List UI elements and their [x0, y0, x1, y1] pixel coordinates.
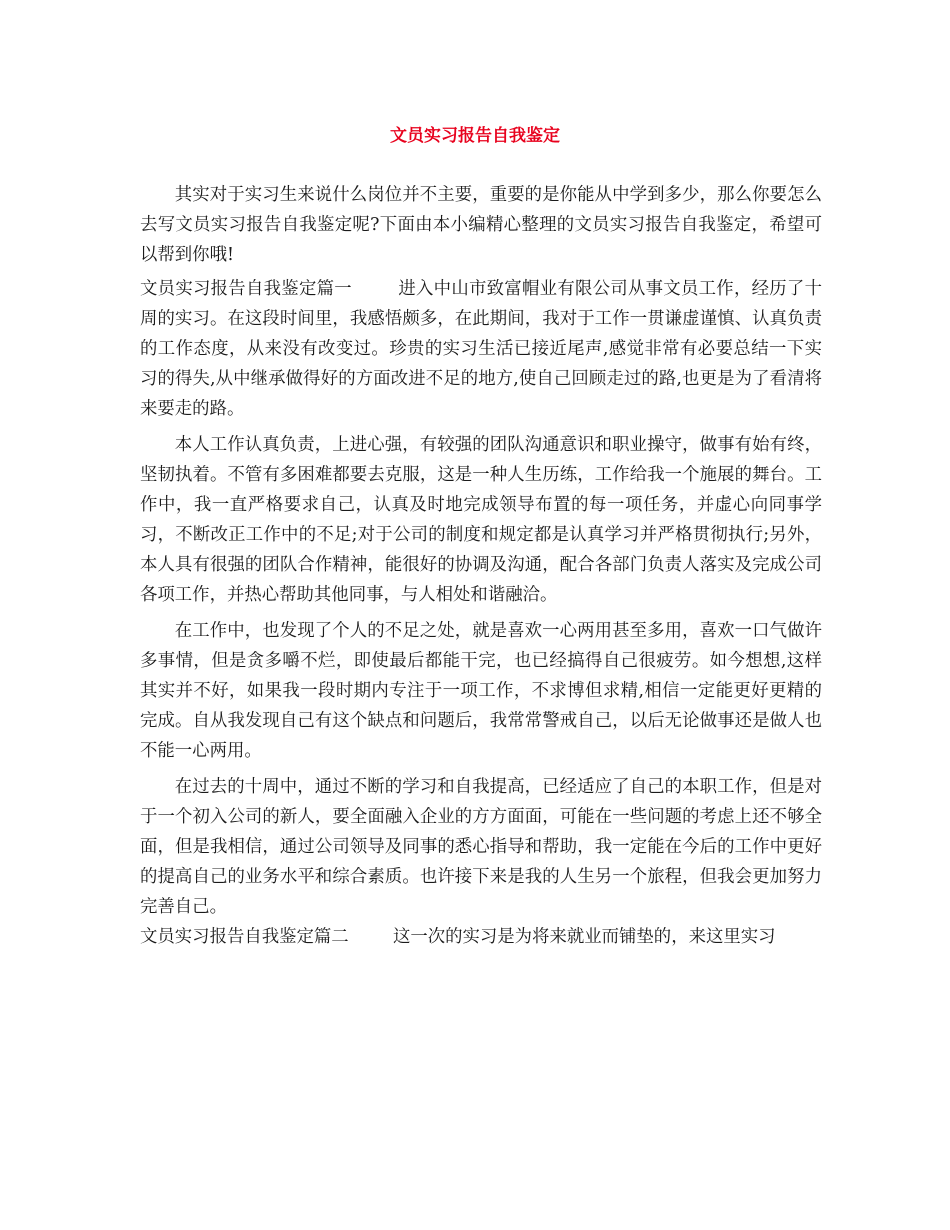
heading-spacer [349, 927, 393, 947]
section1-paragraph-2: 本人工作认真负责，上进心强，有较强的团队沟通意识和职业操守，做事有始有终，坚韧执着。不管有多困难都要去克服，这是一种人生历练，工作给我一个施展的舞台。工作中，我一直严格要求自己，认真及时地完成领导布置的每一项任务，并虚心向同事学习，不断改正工作中的不足;对于公司的制度和规定都是认真学习并严格贯彻执行;另外，本人具有很强的团队合作精神，能很好的协调及沟通，配合各部门负责人落实及完成公司各项工作，并热心帮助其他同事，与人相处和谐融洽。 [140, 435, 822, 605]
section1-paragraph-1: 进入中山市致富帽业有限公司从事文员工作，经历了十周的实习。在这段时间里，我感悟颇多，在此期间，我对于工作一贯谦虚谨慎、认真负责的工作态度，从来没有改变过。珍贵的实习生活已接近尾声,感觉非常有必要总结一下实习的得失,从中继承做得好的方面改进不足的地方,使自己回顾走过的路,也更是为了看清将来要走的路。 [140, 279, 822, 419]
section2-heading: 文员实习报告自我鉴定篇二 [140, 927, 349, 947]
document-title: 文员实习报告自我鉴定 [390, 126, 560, 146]
section1-paragraph-3: 在工作中，也发现了个人的不足之处，就是喜欢一心两用甚至多用，喜欢一口气做许多事情，但是贪多嚼不烂，即使最后都能干完，也已经搞得自己很疲劳。如今想想,这样其实并不好，如果我一段时期内专注于一项工作，不求博但求精,相信一定能更好更精的完成。自从我发现自己有这个缺点和问题后，我常常警戒自己，以后无论做事还是做人也不能一心两用。 [140, 621, 822, 761]
heading-spacer [352, 279, 398, 299]
section2-paragraph-1: 这一次的实习是为将来就业而铺垫的，来这里实习 [392, 927, 776, 947]
document-body [140, 180, 822, 952]
section1-block [140, 274, 822, 424]
section2-block [140, 922, 822, 952]
section1-paragraph-4: 在过去的十周中，通过不断的学习和自我提高，已经适应了自己的本职工作，但是对于一个初入公司的新人，要全面融入企业的方方面面，可能在一些问题的考虑上还不够全面，但是我相信，通过公司领导及同事的悉心指导和帮助，我一定能在今后的工作中更好的提高自己的业务水平和综合素质。也许接下来是我的人生另一个旅程，但我会更加努力完善自己。 [140, 777, 822, 917]
section1-heading: 文员实习报告自我鉴定篇一 [140, 279, 352, 299]
intro-paragraph: 其实对于实习生来说什么岗位并不主要，重要的是你能从中学到多少，那么你要怎么去写文员实习报告自我鉴定呢?下面由本小编精心整理的文员实习报告自我鉴定，希望可以帮到你哦! [140, 185, 822, 265]
